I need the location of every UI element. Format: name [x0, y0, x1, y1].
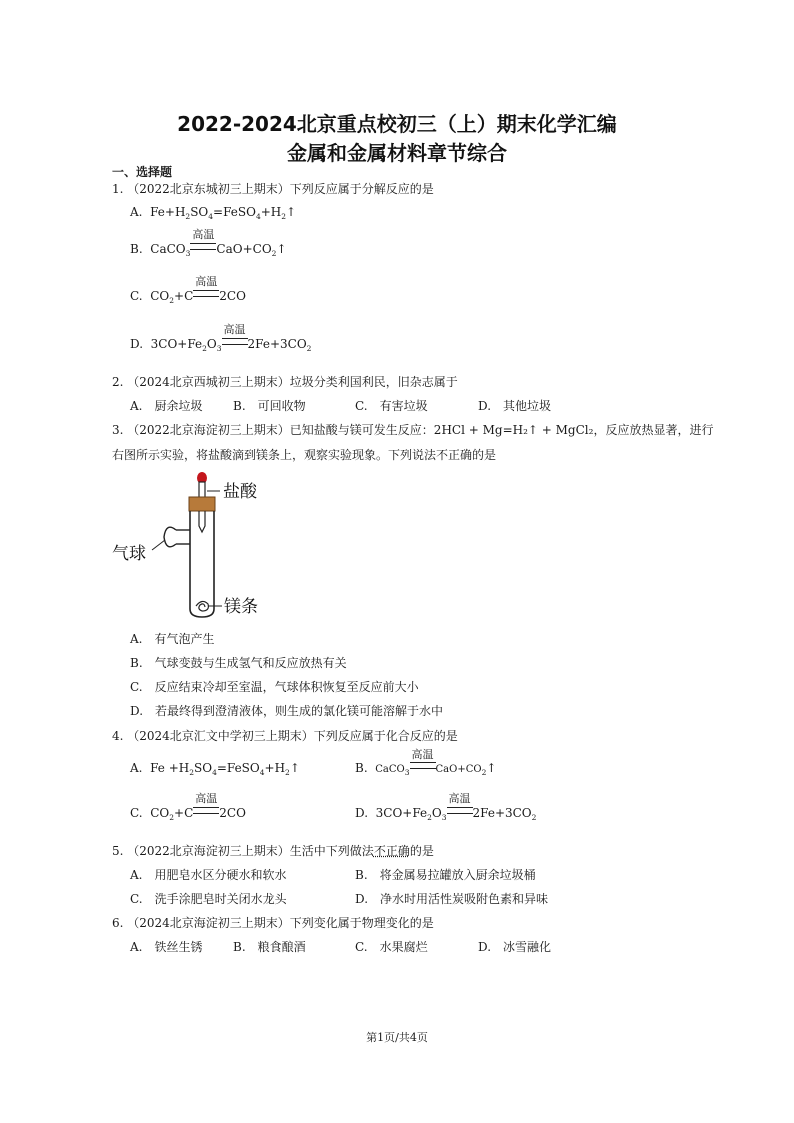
- dropper-neck: [199, 482, 205, 498]
- question-5-stem: 5. （2022北京海淀初三上期末）生活中下列做法不正确的是: [112, 844, 434, 858]
- emphasis-not-correct: 不正确: [373, 844, 410, 858]
- acid-label: 盐酸: [223, 482, 257, 502]
- q2-option-c: C. 有害垃圾: [355, 399, 428, 413]
- question-1-stem: 1. （2022北京东城初三上期末）下列反应属于分解反应的是: [112, 182, 434, 196]
- q1-option-d: D. $3CO+Fe_2O_3$ 高温 $2Fe+3CO_2$: [130, 323, 312, 353]
- page-footer: 第1页/共4页: [366, 1031, 428, 1044]
- balloon: [164, 527, 176, 547]
- balloon-label: 气球: [112, 544, 146, 564]
- magnesium-ribbon: [196, 601, 208, 611]
- q5-option-a: A. 用肥皂水区分硬水和软水: [130, 868, 287, 882]
- page-subtitle: 金属和金属材料章节综合: [287, 141, 507, 165]
- q4-option-d: D. $3CO+Fe_2O_3$ 高温 $2Fe+3CO_2$: [355, 792, 537, 822]
- q5-option-b: B. 将金属易拉罐放入厨余垃圾桶: [355, 868, 536, 882]
- q2-option-d: D. 其他垃圾: [478, 399, 552, 413]
- q1-option-a: A. $Fe+H_2SO_4=FeSO_4+H_2↑$: [130, 205, 297, 221]
- balloon-label-line: [152, 540, 165, 550]
- apparatus-figure: [110, 470, 300, 625]
- dropper-tube: [199, 511, 205, 532]
- question-4-stem: 4. （2024北京汇文中学初三上期末）下列反应属于化合反应的是: [112, 729, 458, 743]
- q6-option-b: B. 粮食酿酒: [233, 940, 306, 954]
- q1-option-c: C. $CO_2+C$ 高温 2CO: [130, 275, 246, 305]
- question-3-stem-line1: 3. （2022北京海淀初三上期末）已知盐酸与镁可发生反应：2HCl + Mg=H₂↑ + MgCl₂，反应放热显著，进行: [112, 423, 714, 437]
- q2-option-b: B. 可回收物: [233, 399, 306, 413]
- q6-option-d: D. 冰雪融化: [478, 940, 552, 954]
- question-6-stem: 6. （2024北京海淀初三上期末）下列变化属于物理变化的是: [112, 916, 434, 930]
- q5-option-c: C. 洗手涂肥皂时关闭水龙头: [130, 892, 287, 906]
- q5-option-d: D. 净水时用活性炭吸附色素和异味: [355, 892, 549, 906]
- question-3-stem-line2: 右图所示实验，将盐酸滴到镁条上，观察实验现象。下列说法不正确的是: [112, 448, 497, 462]
- magnesium-label: 镁条: [224, 597, 258, 617]
- q3-option-b: B. 气球变鼓与生成氢气和反应放热有关: [130, 656, 347, 670]
- question-2-stem: 2. （2024北京西城初三上期末）垃圾分类利国利民，旧杂志属于: [112, 375, 458, 389]
- q6-option-a: A. 铁丝生锈: [130, 940, 203, 954]
- q4-option-c: C. $CO_2+C$ 高温 2CO: [130, 792, 246, 822]
- q4-option-a: A. $Fe +H_2SO_4=FeSO_4+H_2↑$: [130, 761, 300, 777]
- q2-option-a: A. 厨余垃圾: [130, 399, 203, 413]
- page-title: 2022-2024北京重点校初三（上）期末化学汇编: [177, 112, 617, 136]
- q4-option-b: B. CaCO$_3$ 高温 $CaO+CO_2↑$: [355, 748, 497, 777]
- q6-option-c: C. 水果腐烂: [355, 940, 428, 954]
- q3-option-a: A. 有气泡产生: [130, 632, 215, 646]
- q3-option-d: D. 若最终得到澄清液体，则生成的氯化镁可能溶解于水中: [130, 704, 444, 718]
- rubber-stopper: [189, 497, 215, 511]
- q1-option-b: B. CaCO$_3$ 高温 $CaO+CO_2↑$: [130, 228, 287, 258]
- q3-option-c: C. 反应结束冷却至室温，气球体积恢复至反应前大小: [130, 680, 419, 694]
- section-heading: 一、选择题: [112, 165, 173, 179]
